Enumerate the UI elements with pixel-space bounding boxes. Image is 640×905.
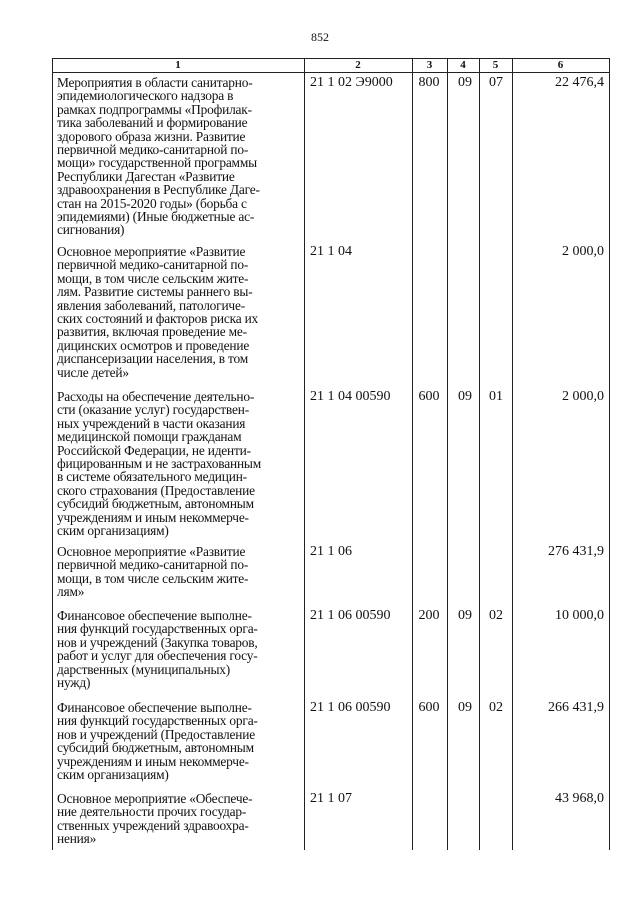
row-description-line: ния функций государственных орга- bbox=[57, 621, 258, 637]
row-description-line: Мероприятия в области санитарно- bbox=[57, 75, 253, 90]
row-target-code: 21 1 07 bbox=[310, 791, 352, 806]
row-description bbox=[57, 609, 297, 689]
row-description-line: нения» bbox=[57, 831, 97, 847]
row-description-line: рамках подпрограммы «Профилак- bbox=[57, 101, 252, 117]
row-description bbox=[57, 545, 297, 599]
row-description-line: Основное мероприятие «Развитие bbox=[57, 544, 246, 559]
row-description-line: Финансовое обеспечение выполне- bbox=[57, 608, 252, 623]
row-description-line: субсидий бюджетным, автономным bbox=[57, 496, 254, 512]
row-expense-type: 800 bbox=[418, 75, 440, 90]
page-number: 852 bbox=[311, 30, 329, 44]
row-description-line: Российской Федерации, не иденти- bbox=[57, 442, 251, 458]
row-description-line: числе детей» bbox=[57, 364, 129, 380]
row-subsection: 01 bbox=[489, 389, 503, 404]
row-description-line: Расходы на обеспечение деятельно- bbox=[57, 389, 255, 404]
row-description-line: ния функций государственных орга- bbox=[57, 713, 258, 729]
row-description-line: первичной медико-санитарной по- bbox=[57, 142, 249, 158]
row-amount: 22 476,4 bbox=[555, 75, 604, 90]
row-description-line: ных учреждений в части оказания bbox=[57, 415, 246, 431]
row-subsection: 02 bbox=[489, 700, 503, 715]
row-description-line: ственных учреждений здравоохра- bbox=[57, 817, 249, 833]
row-description-line: ние деятельности прочих государ- bbox=[57, 804, 247, 820]
row-target-code: 21 1 06 bbox=[310, 544, 352, 559]
row-amount: 43 968,0 bbox=[555, 791, 604, 806]
row-description-line: диспансеризации населения, в том bbox=[57, 351, 249, 367]
row-expense-type: 200 bbox=[418, 608, 440, 623]
column-header-sum: 6 bbox=[557, 59, 564, 71]
column-divider bbox=[304, 58, 305, 850]
row-description-line: сти (оказание услуг) государствен- bbox=[57, 402, 249, 418]
column-header-name: 1 bbox=[175, 59, 181, 71]
row-subsection: 02 bbox=[489, 608, 503, 623]
row-description-line: ским организациям) bbox=[57, 523, 169, 539]
row-amount: 266 431,9 bbox=[548, 700, 604, 715]
row-section: 09 bbox=[458, 389, 472, 404]
row-description-line: в системе обязательного медицин- bbox=[57, 469, 247, 485]
row-description-line: учреждениям и иным некоммерче- bbox=[57, 753, 249, 769]
row-description-line: учреждениям и иным некоммерче- bbox=[57, 509, 249, 525]
row-description-line: субсидий бюджетным, автономным bbox=[57, 740, 254, 756]
row-description-line: ских состояний и факторов риска их bbox=[57, 311, 259, 327]
row-description-line: первичной медико-санитарной по- bbox=[57, 557, 249, 573]
table-header-border bbox=[52, 72, 610, 73]
row-target-code: 21 1 04 bbox=[310, 244, 352, 259]
column-divider bbox=[479, 58, 480, 850]
column-divider bbox=[609, 58, 610, 850]
column-header-code: 2 bbox=[355, 59, 361, 71]
row-expense-type: 600 bbox=[418, 389, 440, 404]
column-divider bbox=[52, 58, 53, 850]
row-description-line: нов и учреждений (Предоставление bbox=[57, 726, 255, 742]
row-amount: 2 000,0 bbox=[562, 389, 604, 404]
row-description-line: дицинских осмотров и проведение bbox=[57, 337, 250, 353]
row-description-line: здравоохранения в Республике Даге- bbox=[57, 182, 260, 198]
row-description-line: медицинской помощи гражданам bbox=[57, 429, 242, 445]
row-description-line: мощи» государственной программы bbox=[57, 155, 257, 171]
row-description-line: дарственных (муниципальных) bbox=[57, 661, 231, 677]
row-description-line: нужд) bbox=[57, 675, 91, 691]
row-amount: 276 431,9 bbox=[548, 544, 604, 559]
row-target-code: 21 1 06 00590 bbox=[310, 700, 391, 715]
row-description-line: ским организациям) bbox=[57, 767, 169, 783]
row-description-line: явления заболеваний, патологиче- bbox=[57, 297, 245, 313]
row-description bbox=[57, 701, 297, 781]
row-description-line: здорового образа жизни. Развитие bbox=[57, 128, 246, 144]
row-description-line: мощи, в том числе сельским жите- bbox=[57, 270, 249, 286]
row-description-line: сигнования) bbox=[57, 222, 125, 238]
row-subsection: 07 bbox=[489, 75, 503, 90]
row-description-line: тика заболеваний и формирование bbox=[57, 115, 248, 131]
row-amount: 2 000,0 bbox=[562, 244, 604, 259]
row-section: 09 bbox=[458, 700, 472, 715]
row-section: 09 bbox=[458, 608, 472, 623]
row-description-line: работ и услуг для обеспечения госу- bbox=[57, 648, 258, 664]
row-description bbox=[57, 76, 297, 237]
column-divider bbox=[412, 58, 413, 850]
row-section: 09 bbox=[458, 75, 472, 90]
row-amount: 10 000,0 bbox=[555, 608, 604, 623]
row-target-code: 21 1 04 00590 bbox=[310, 389, 391, 404]
row-description bbox=[57, 792, 297, 846]
row-description-line: фицированным и не застрахованным bbox=[57, 456, 261, 472]
column-divider bbox=[512, 58, 513, 850]
row-description-line: Республики Дагестан «Развитие bbox=[57, 168, 235, 184]
row-description-line: нов и учреждений (Закупка товаров, bbox=[57, 634, 258, 650]
column-header-rz: 4 bbox=[460, 59, 466, 71]
column-header-vr: 3 bbox=[426, 59, 433, 71]
row-description-line: Основное мероприятие «Развитие bbox=[57, 244, 246, 259]
row-description bbox=[57, 245, 297, 379]
row-description-line: развития, включая проведение ме- bbox=[57, 324, 247, 340]
row-description-line: Основное мероприятие «Обеспече- bbox=[57, 791, 253, 806]
row-expense-type: 600 bbox=[418, 700, 440, 715]
row-target-code: 21 1 06 00590 bbox=[310, 608, 391, 623]
column-header-pr: 5 bbox=[492, 59, 499, 71]
row-description-line: эпидемиологического надзора в bbox=[57, 88, 234, 104]
row-description-line: эпидемиями) (Иные бюджетные ас- bbox=[57, 209, 255, 225]
row-description-line: лям» bbox=[57, 584, 85, 600]
row-description-line: ского страхования (Предоставление bbox=[57, 482, 255, 498]
row-target-code: 21 1 02 Э9000 bbox=[310, 75, 393, 90]
row-description-line: лям. Развитие системы раннего вы- bbox=[57, 284, 253, 300]
column-divider bbox=[447, 58, 448, 850]
budget-table bbox=[52, 58, 610, 850]
row-description-line: Финансовое обеспечение выполне- bbox=[57, 700, 252, 715]
row-description-line: первичной медико-санитарной по- bbox=[57, 257, 249, 273]
row-description-line: стан на 2015-2020 годы» (борьба с bbox=[57, 195, 247, 211]
row-description-line: мощи, в том числе сельским жите- bbox=[57, 570, 249, 586]
row-description bbox=[57, 390, 297, 537]
